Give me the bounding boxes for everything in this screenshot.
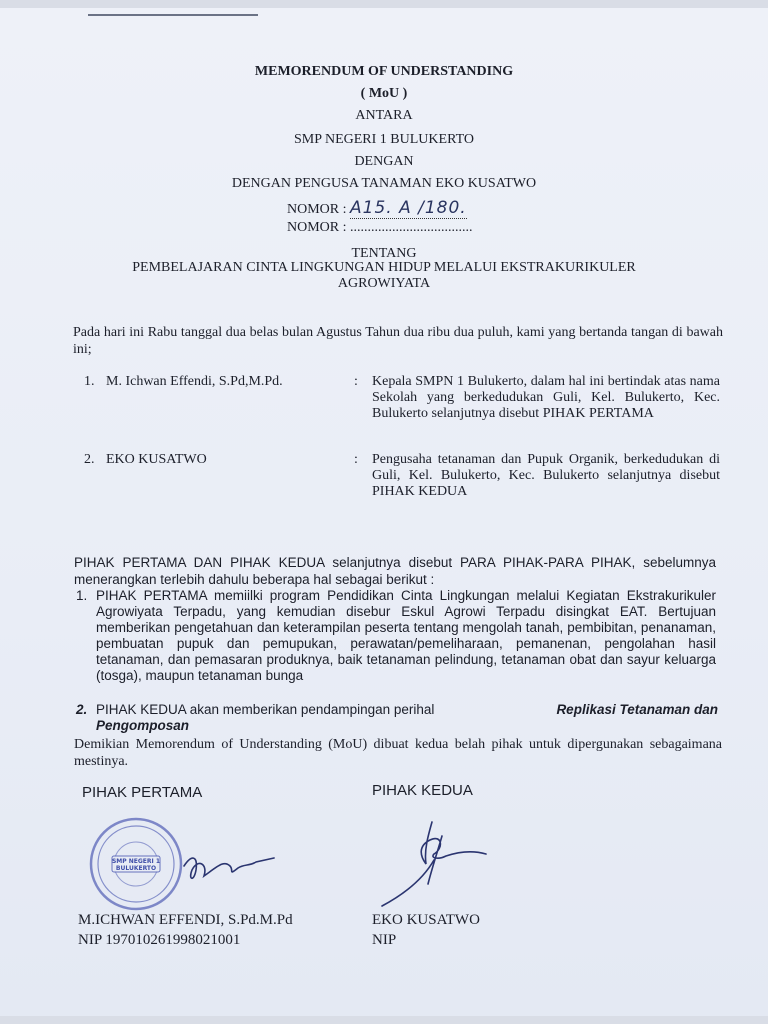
item2-text: [96, 702, 718, 734]
nomor-handwritten: A15. A /180.: [350, 198, 467, 218]
item2-emph-2: Pengomposan: [96, 718, 190, 733]
closing-paragraph: Demikian Memorendum of Understanding (MoU) dibuat kedua belah pihak untuk dipergunakan sebagaimana mestinya.: [74, 737, 722, 769]
left-signatory-name: M.ICHWAN EFFENDI, S.Pd.M.Pd: [78, 912, 293, 928]
item2-emph-1: Replikasi Tetanaman dan: [556, 702, 718, 717]
right-signatory-name: EKO KUSATWO: [372, 912, 480, 928]
right-heading: PIHAK KEDUA: [372, 782, 473, 799]
para-pihak: PIHAK PERTAMA DAN PIHAK KEDUA selanjutnya disebut PARA PIHAK-PARA PIHAK, sebelumnya menerangkan terlebih dahulu beberapa hal sebagai berikut :: [74, 555, 716, 587]
party2-org: DENGAN PENGUSA TANAMAN EKO KUSATWO: [231, 176, 537, 191]
about-label: TENTANG: [351, 246, 417, 261]
party2-num: 2.: [84, 452, 95, 467]
right-signature: [372, 816, 492, 912]
right-signatory-nip: NIP: [372, 932, 397, 948]
svg-text:BULUKERTO: BULUKERTO: [115, 865, 157, 872]
with-label: DENGAN: [354, 154, 414, 169]
left-signature: [178, 836, 278, 896]
left-signatory-nip: NIP 197010261998021001: [78, 932, 241, 948]
nomor-label: NOMOR :: [287, 202, 347, 217]
party2-name: EKO KUSATWO: [106, 452, 207, 467]
document-page: [0, 8, 768, 1016]
left-heading: PIHAK PERTAMA: [82, 784, 203, 801]
doc-title: MEMORENDUM OF UNDERSTANDING: [254, 64, 514, 79]
school-stamp: [88, 816, 184, 912]
subject-line-2: AGROWIYATA: [337, 276, 431, 291]
intro-paragraph: Pada hari ini Rabu tanggal dua belas bulan Agustus Tahun dua ribu dua puluh, kami yang bertanda tangan di bawah ini;: [73, 325, 723, 357]
party2-colon: :: [354, 452, 358, 467]
party1-org: SMP NEGERI 1 BULUKERTO: [293, 132, 474, 147]
party1-num: 1.: [84, 374, 95, 389]
party1-colon: :: [354, 374, 358, 389]
subject-line-1: PEMBELAJARAN CINTA LINGKUNGAN HIDUP MELALUI EKSTRAKURIKULER: [132, 260, 636, 275]
nomor2-label: NOMOR :: [287, 220, 347, 235]
party1-desc: Kepala SMPN 1 Bulukerto, dalam hal ini bertindak atas nama Sekolah yang berkedudukan Guli, Kel. Bulukerto, Kec. Bulukerto selanjutnya disebut PIHAK PERTAMA: [372, 374, 720, 421]
party2-desc: Pengusaha tetanaman dan Pupuk Organik, berkedudukan di Guli, Kel. Bulukerto, Kec. Bulukerto selanjutnya disebut PIHAK KEDUA: [372, 452, 720, 499]
nomor2-dots: ...................................: [350, 220, 473, 235]
doc-abbr: ( MoU ): [360, 86, 408, 101]
edge-line: [88, 14, 258, 16]
item2-num: 2.: [76, 702, 88, 717]
between-label: ANTARA: [355, 108, 413, 123]
item1-num: 1.: [76, 588, 88, 603]
stamp-text: SMP NEGERI 1: [111, 858, 161, 865]
item1-text: PIHAK PERTAMA memiilki program Pendidikan Cinta Lingkungan melalui Kegiatan Ekstrakurikuler Agrowiyata Terpadu, yang kemudian disebur Eskul Agrowi Terpadu disingkat EAT. Bertujuan memberikan pengetahuan dan keterampilan peserta tentang mengolah tanah, pembibitan, penanaman, pembuatan pupuk dan pemupukan, perawatan/pemeliharaan, pemanenan, pengolahan hasil tetanaman, dan pemasaran produknya, baik tetanaman pelindung, tetanaman obat dan sayur keluarga (tosga), maupun tetanaman bunga: [96, 588, 716, 683]
item2-plain: PIHAK KEDUA akan memberikan pendampingan perihal: [96, 702, 435, 717]
nomor-row-1: [287, 198, 467, 218]
party1-name: M. Ichwan Effendi, S.Pd,M.Pd.: [106, 374, 283, 389]
nomor-row-2: [287, 220, 473, 236]
